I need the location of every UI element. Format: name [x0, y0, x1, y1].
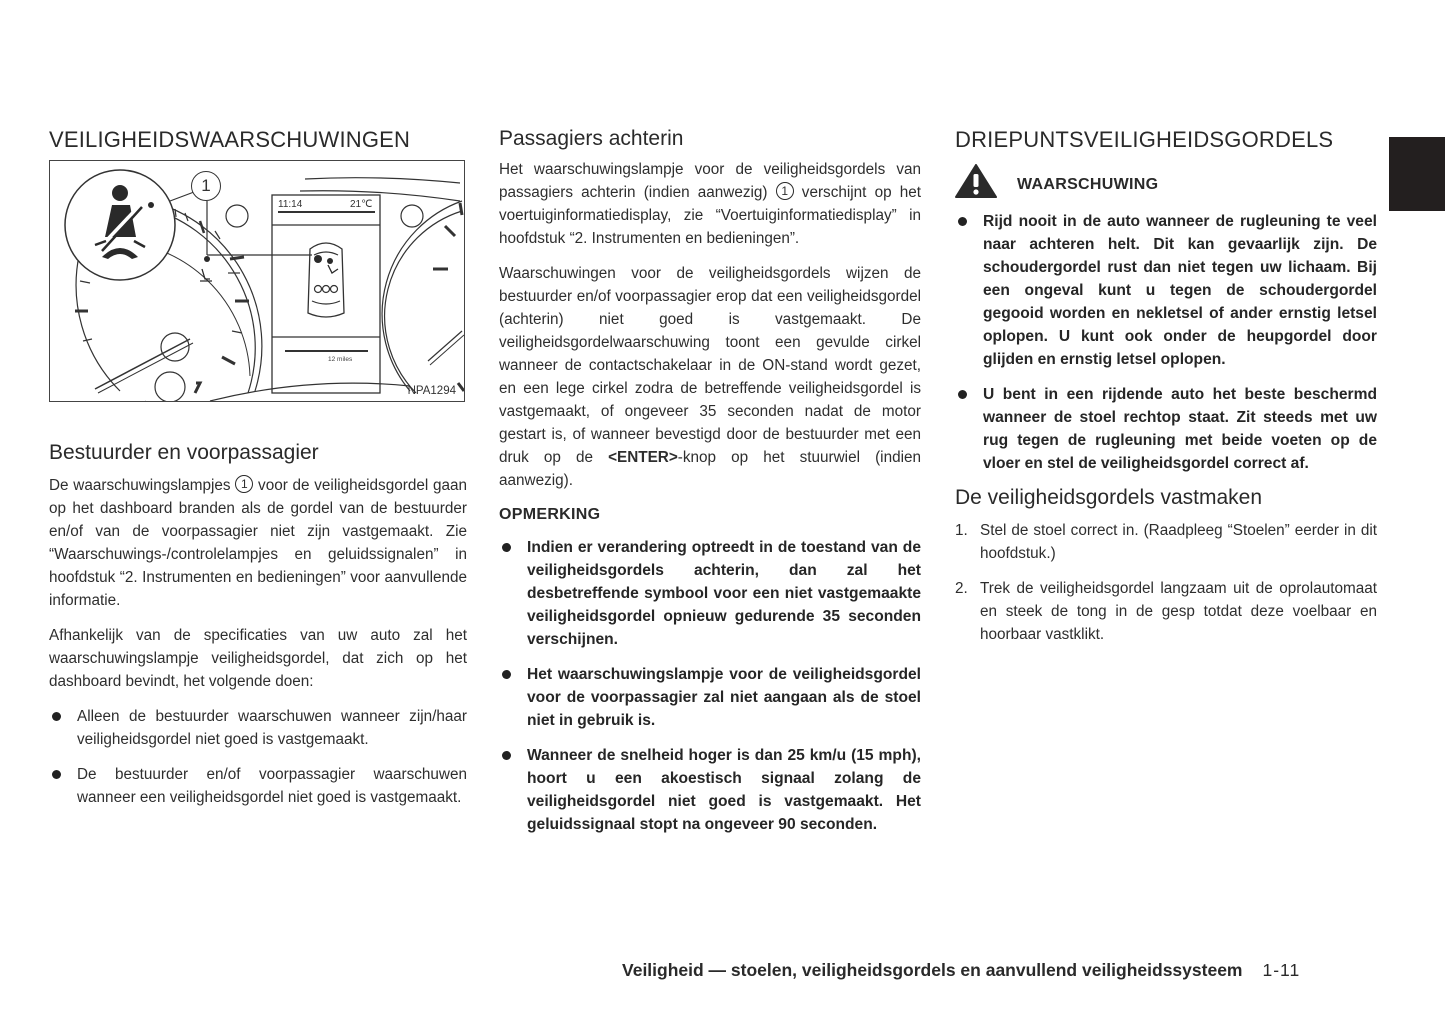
behavior-list	[49, 705, 467, 809]
warning-triangle-icon	[955, 164, 997, 198]
paragraph-text: Het waarschuwingslampje voor de veiligheidsgordels van passagiers achterin (indien aanwezig)	[499, 161, 921, 201]
step-item	[955, 519, 1377, 565]
right-column	[955, 126, 1377, 658]
list-item-text: Indien er verandering optreedt in de toestand van de veiligheidsgordels achterin, dan zal het desbetreffende symbool voor een niet vastgemaakte veiligheidsgordel opnieuw gedurende 35 seconden verschijnen.	[527, 539, 921, 648]
display-time: 11:14	[278, 199, 303, 210]
paragraph-rear-warnings	[499, 262, 921, 492]
bullet-icon	[502, 751, 511, 760]
display-temperature: 21℃	[350, 199, 373, 210]
section-title-three-point-belts: DRIEPUNTSVEILIGHEIDSGORDELS	[955, 127, 1334, 152]
paragraph-text: verschijnt op het voertuiginformatiedisplay, zie “Voertuiginformatiedisplay” in hoofdstuk “2. Instrumenten en bedieningen”.	[499, 184, 921, 247]
list-item	[499, 744, 921, 836]
step-item	[955, 577, 1377, 646]
section-title-seatbelt-warnings: VEILIGHEIDSWAARSCHUWINGEN	[49, 127, 411, 152]
page-number: 1-11	[1262, 960, 1301, 980]
enter-key-label: <ENTER>	[608, 449, 678, 466]
list-item	[499, 536, 921, 651]
fastening-steps	[955, 519, 1377, 646]
bullet-icon	[958, 390, 967, 399]
paragraph-text: De waarschuwingslampjes	[49, 477, 236, 494]
subsection-title-fastening: De veiligheidsgordels vastmaken	[955, 486, 1262, 509]
bullet-icon	[52, 770, 61, 779]
callout-number-1: 1	[191, 171, 221, 201]
list-item-text: U bent in een rijdende auto het beste beschermd wanneer de stoel rechtop staat. Zit steeds met uw rug tegen de rugleuning met beide voeten op de vloer en stel de veiligheidsgordel correct af.	[983, 386, 1377, 472]
list-item	[499, 663, 921, 732]
chapter-tab-marker	[1389, 137, 1445, 211]
subsection-title-rear-passengers: Passagiers achterin	[499, 127, 684, 150]
paragraph-text: voor de veiligheidsgordel gaan op het dashboard branden als de gordel van de bestuurder en/of van de voorpassagier niet zijn vastgemaakt. Zie “Waarschuwings-/controlelampjes en geluidssignalen” in hoofdstuk “2. Instrumenten en bedieningen” voor aanvullende informatie.	[49, 477, 467, 609]
warning-list	[955, 210, 1377, 475]
page-footer	[622, 960, 1300, 981]
step-number: 2.	[955, 580, 968, 597]
paragraph-warning-lamps	[49, 474, 467, 612]
note-heading: OPMERKING	[499, 506, 601, 523]
paragraph-specifications: Afhankelijk van de specificaties van uw auto zal het waarschuwingslampje veiligheidsgordel, dat zich op het dashboard bevindt, het volgende doen:	[49, 627, 467, 690]
list-item-text: Rijd nooit in de auto wanneer de rugleuning te veel naar achteren helt. Dit kan gevaarlijk zijn. De schoudergordel rust dan niet tegen uw lichaam. Bij een ongeval kunt u tegen de schoudergordel gegooid worden en nekletsel of ander ernstig letsel oplopen. U kunt ook onder de heupgordel door glijden en ernstig letsel oplopen.	[983, 213, 1377, 368]
subsection-title-driver-passenger: Bestuurder en voorpassagier	[49, 441, 319, 464]
paragraph-text: Waarschuwingen voor de veiligheidsgordels wijzen de bestuurder en/of voorpassagier erop dat een veiligheidsgordel (achterin) niet goed is vastgemaakt. De veiligheidsgordelwaarschuwing toont een gevulde cirkel wanneer de contactschakelaar in de ON-stand wordt gezet, en een lege cirkel zodra de betreffende veiligheidsgordel is vastgemaakt, of ongeveer 35 seconden nadat de motor gestart is, of wanneer bevestigd door de bestuurder met een druk op de	[499, 265, 921, 466]
list-item	[955, 383, 1377, 475]
list-item-text: Het waarschuwingslampje voor de veiligheidsgordel voor de voorpassagier zal niet aangaan als de stoel niet in gebruik is.	[527, 666, 921, 729]
warning-header	[955, 164, 1377, 198]
list-item	[49, 705, 467, 751]
chapter-title: Veiligheid — stoelen, veiligheidsgordels en aanvullend veiligheidssysteem	[622, 960, 1243, 980]
paragraph-rear-lamp	[499, 158, 921, 250]
step-text: Stel de stoel correct in. (Raadpleeg “Stoelen” eerder in dit hoofdstuk.)	[980, 522, 1377, 562]
list-item	[49, 763, 467, 809]
note-list	[499, 536, 921, 836]
dashboard-illustration	[49, 160, 465, 402]
step-number: 1.	[955, 522, 968, 539]
bullet-icon	[52, 712, 61, 721]
callout-marker-1: 1	[776, 182, 794, 200]
figure-code: NPA1294	[407, 385, 456, 397]
list-item-text: Wanneer de snelheid hoger is dan 25 km/u (15 mph), hoort u een akoestisch signaal zolang de veiligheidsgordel niet goed is vastgemaakt. Het geluidssignaal stopt na ongeveer 90 seconden.	[527, 747, 921, 833]
instrument-cluster-drawing	[50, 161, 465, 402]
list-item-text: Alleen de bestuurder waarschuwen wanneer zijn/haar veiligheidsgordel niet goed is vastgemaakt.	[77, 708, 467, 748]
step-text: Trek de veiligheidsgordel langzaam uit de oprolautomaat en steek de tong in de gesp totdat deze voelbaar en hoorbaar vastklikt.	[980, 580, 1377, 643]
bullet-icon	[502, 670, 511, 679]
paragraph-text: -knop op het stuurwiel (indien aanwezig).	[499, 449, 921, 489]
display-range: 12 miles	[328, 356, 353, 363]
bullet-icon	[958, 217, 967, 226]
left-column	[49, 126, 467, 821]
warning-heading: WAARSCHUWING	[1017, 176, 1159, 193]
callout-marker-1: 1	[235, 475, 253, 493]
bullet-icon	[502, 543, 511, 552]
middle-column	[499, 126, 921, 848]
list-item-text: De bestuurder en/of voorpassagier waarschuwen wanneer een veiligheidsgordel niet goed is vastgemaakt.	[77, 766, 467, 806]
list-item	[955, 210, 1377, 371]
